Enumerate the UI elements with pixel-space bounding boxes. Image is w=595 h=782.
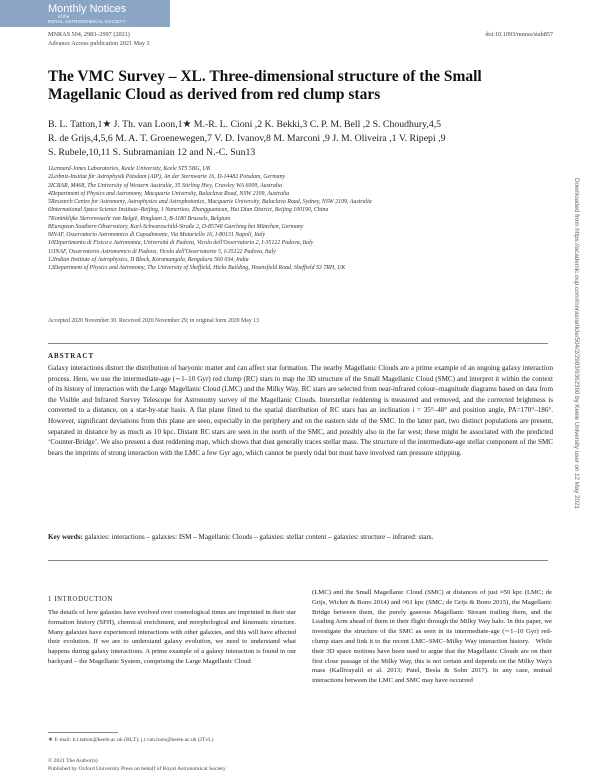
- affiliation: 3ICRAR, M468, The University of Western Australia, 35 Stirling Hwy, Crawley WA 6009, Australia: [48, 182, 283, 189]
- intro-column-1: The details of how galaxies have evolved over cosmological times are imprinted in their star formation history (SFH), chemical enrichment, and morphological and kinematic structure. Many galaxies have experienced interactions with other galaxies, and this will have affected their evolution. If we are to understand galaxy evolution, we need to understand what happens during galaxy interactions. A prime example of a galaxy interaction is found in our backyard – the Magellanic System, comprising the Large Magellanic Cloud: [48, 609, 296, 665]
- doi-link[interactable]: doi:10.1093/mnras/stab857: [485, 31, 553, 38]
- divider: [48, 560, 548, 561]
- author-line: B. L. Tatton,1★ J. Th. van Loon,1★ M.-R. L. Cioni ,2 K. Bekki,3 C. P. M. Bell ,2 S. Choudhury,4,5: [48, 119, 442, 130]
- affiliation: 6International Space Science Institute–Beijing, 1 Nanertiao, Zhongguancun, Hai Dian District, Beijing 100190, China: [48, 207, 329, 214]
- paper-title: The VMC Survey – XL. Three-dimensional structure of the Small Magellanic Cloud as derived from red clump stars: [48, 68, 482, 103]
- affiliation: 2Leibniz-Institut für Astrophysik Potsdam (AIP), An der Sternwarte 16, D-14482 Potsdam, Germany: [48, 174, 286, 181]
- affiliation-list: [48, 165, 558, 272]
- affiliation: 8European Southern Observatory, Karl-Schwarzschild-Straße 2, D-85748 Garching bei München, Germany: [48, 223, 304, 230]
- keywords: [48, 532, 553, 543]
- society-name: ROYAL ASTRONOMICAL SOCIETY: [48, 19, 126, 24]
- affiliation: 13Department of Physics and Astronomy, The University of Sheffield, Hicks Building, Hounsfield Road, Sheffield S3 7RH, UK: [48, 265, 346, 271]
- abstract-text: Galaxy interactions distort the distribution of baryonic matter and can affect star formation. The nearby Magellanic Clouds are a prime example of an ongoing galaxy interaction process. Here, we use the intermediate-age (∼1–10 Gyr) red clump (RC) stars to map the 3D structure of the Small Magellanic Cloud (SMC) and interpret it within the context of its history of interaction with the Large Magellanic Cloud (LMC) and the Milky Way. RC stars are selected from near-infrared colour–magnitude diagrams based on data from the Visible and Infrared Survey Telescope for Astronomy survey of the Magellanic Clouds. Interstellar reddening is measured and removed, and the corrected brightness is converted to a distance, on a star-by-star basis. A flat plane fitted to the spatial distribution of RC stars has an inclination i = 35°–48° and position angle, PA=170°–186°. However, significant deviations from this plane are seen, especially in the periphery and on the eastern side of the SMC. In the latter part, two distinct populations are present, separated in distance by as much as 10 kpc. Distant RC stars are seen in the north of the SMC, and possibly also in the far west; these might be associated with the predicted ‘Counter-Bridge’. We also present a dust reddening map, which shows that dust generally traces stellar mass. The structure of the intermediate-age stellar component of the SMC bears the imprints of strong interaction with the LMC a few Gyr ago, which cannot be purely tidal but must have involved ram pressure stripping.: [48, 364, 553, 457]
- accepted-dates: Accepted 2020 November 30. Received 2020 November 29; in original form 2020 May 13: [48, 318, 259, 324]
- journal-name: Monthly Notices: [48, 3, 127, 15]
- publisher: Published by Oxford University Press on behalf of Royal Astronomical Society: [48, 766, 226, 772]
- citation: MNRAS 504, 2983–2997 (2021): [48, 31, 130, 38]
- author-line: S. Rubele,10,11 S. Subramanian 12 and N.-C. Sun13: [48, 147, 256, 158]
- affiliation: 1Lennard-Jones Laboratories, Keele University, Keele ST5 5BG, UK: [48, 166, 211, 172]
- journal-masthead: [0, 0, 170, 27]
- intro-column-2: (LMC) and the Small Magellanic Cloud (SMC) at distances of just ≈50 kpc (LMC; de Grijs, Wicker & Bono 2014) and ≈61 kpc (SMC; de Grijs & Bono 2015), the Magellanic Bridge between them, the purely gaseous Magellanic Stream trailing them, and the Leading Arm ahead of them in their flight through the Milky Way halo. In this paper, we investigate the structure of the SMC as seen in its intermediate-age (∼1–10 Gyr) red-clump stars and link it to the recent LMC–SMC–Milky Way interaction history. While their 3D space motions have been used to argue that the Magellanic Clouds are on their first close passage of the Milky Way, this is not certain and depends on the Milky Way's mass (Kallivayalil et al. 2013; Patel, Besla & Sohn 2017). In any case, mutual interactions between the LMC and SMC may have occurred: [312, 589, 552, 685]
- advance-access: Advance Access publication 2021 May 3: [48, 40, 150, 47]
- abstract-heading: ABSTRACT: [48, 352, 95, 360]
- affiliation: 10Dipartimento di Fisica e Astronomia, Università di Padova, Vicolo dell'Osservatorio 2, I-35122 Padova, Italy: [48, 240, 314, 247]
- affiliation: 7Koninklijke Sterrenwacht van België, Ringlaan 3, B-1180 Brussels, Belgium: [48, 215, 231, 222]
- download-stamp: [575, 178, 585, 608]
- affiliation: 12Indian Institute of Astrophysics, II Block, Koramangala, Bengaluru 560 034, India: [48, 256, 249, 263]
- intro-heading: 1 INTRODUCTION: [48, 596, 113, 603]
- affiliation: 11INAF, Osservatorio Astronomico di Padova, Vicolo dell'Osservatorio 5, I-35122 Padova, Italy: [48, 248, 276, 255]
- copyright-footer: [48, 757, 226, 773]
- keywords-text: galaxies: interactions – galaxies: ISM – Magellanic Clouds – galaxies: stellar content – galaxies: structure – infrared: stars.: [84, 533, 434, 541]
- copyright: © 2021 The Author(s): [48, 758, 98, 764]
- footnote-divider: [48, 732, 118, 733]
- divider: [48, 343, 548, 344]
- affiliation: 4Department of Physics and Astronomy, Macquarie University, Balaclava Road, NSW 2109, Australia: [48, 190, 290, 197]
- author-list: [48, 118, 558, 160]
- author-line: R. de Grijs,4,5,6 M. A. T. Groenewegen,7 V. D. Ivanov,8 M. Marconi ,9 J. M. Oliveira ,1 V. Ripepi ,9: [48, 133, 446, 144]
- journal-of: of the: [58, 14, 70, 19]
- affiliation: 5Research Centre for Astronomy, Astrophysics and Astrophotonics, Macquarie University, Balaclava Road, Sydney, NSW 2109, Australia: [48, 199, 372, 205]
- affiliation: 9INAF, Osservatorio Astronomico di Capodimonte, Via Moiariello 16, I-80131 Napoli, Italy: [48, 232, 266, 238]
- download-stamp-text: Downloaded from https://academic.oup.com/mnras/article/504/2/2983/6362360 by Keele University user on 12 May 2021: [573, 178, 580, 509]
- keywords-label: Key words:: [48, 533, 83, 541]
- corresponding-email[interactable]: ★ E-mail: b.l.tatton@keele.ac.uk (BLT); j.t.van.loon@keele.ac.uk (JTvL): [48, 737, 214, 743]
